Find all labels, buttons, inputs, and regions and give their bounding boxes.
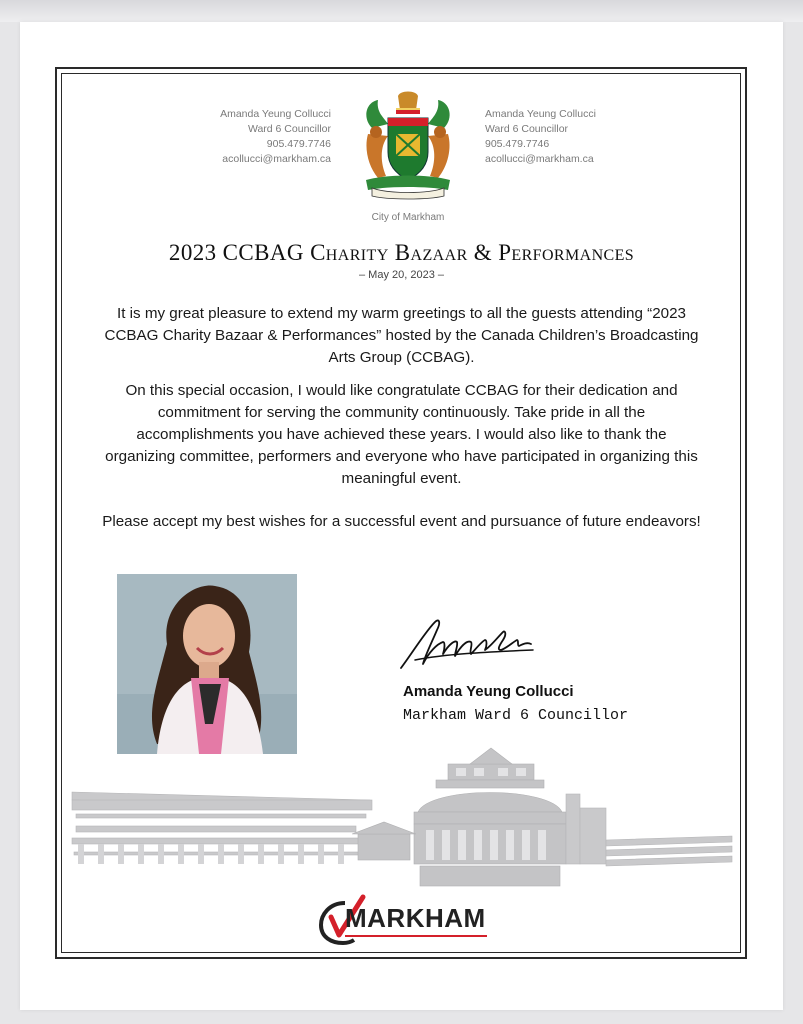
contact-email: acollucci@markham.ca <box>485 153 594 165</box>
contact-email: acollucci@markham.ca <box>222 153 331 165</box>
letter-date: – May 20, 2023 – <box>358 269 444 281</box>
contact-phone: 905.479.7746 <box>266 138 331 150</box>
handwritten-signature <box>395 612 540 678</box>
councillor-portrait <box>117 574 297 754</box>
coat-of-arms-icon <box>358 88 458 200</box>
window-top-shade <box>0 0 803 22</box>
civic-centre-skyline-illustration <box>70 742 734 894</box>
markham-logo <box>317 893 491 947</box>
contact-role: Ward 6 Councillor <box>485 123 569 135</box>
crest-caption: City of Markham <box>371 212 445 223</box>
contact-block-left <box>171 107 331 167</box>
letter-title: 2023 CCBAG Charity Bazaar & Performances <box>168 240 635 265</box>
greeting-paragraph: It is my great pleasure to extend my warm greetings to all the guests attending “2023 CCBAG Charity Bazaar & Performances” hosted by the Canada Children’s Broadcasting Arts Group (CCBAG). <box>104 305 699 366</box>
contact-name: Amanda Yeung Collucci <box>220 108 331 120</box>
contact-role: Ward 6 Councillor <box>247 123 331 135</box>
congratulations-paragraph: On this special occasion, I would like congratulate CCBAG for their dedication and commitment for serving the community continuously. Take pride in all the accomplishments you have achieved these years. I would also like to thank the organizing committee, performers and everyone who have participated in organizing this meaningful event. <box>105 382 698 487</box>
signatory-name: Amanda Yeung Collucci <box>403 683 574 700</box>
contact-block-right <box>485 107 645 167</box>
closing-paragraph: Please accept my best wishes for a successful event and pursuance of future endeavors! <box>102 513 701 530</box>
contact-name: Amanda Yeung Collucci <box>485 108 596 120</box>
markham-logo-text: MARKHAM <box>345 903 486 933</box>
signatory-title: Markham Ward 6 Councillor <box>403 707 629 724</box>
contact-phone: 905.479.7746 <box>485 138 550 150</box>
